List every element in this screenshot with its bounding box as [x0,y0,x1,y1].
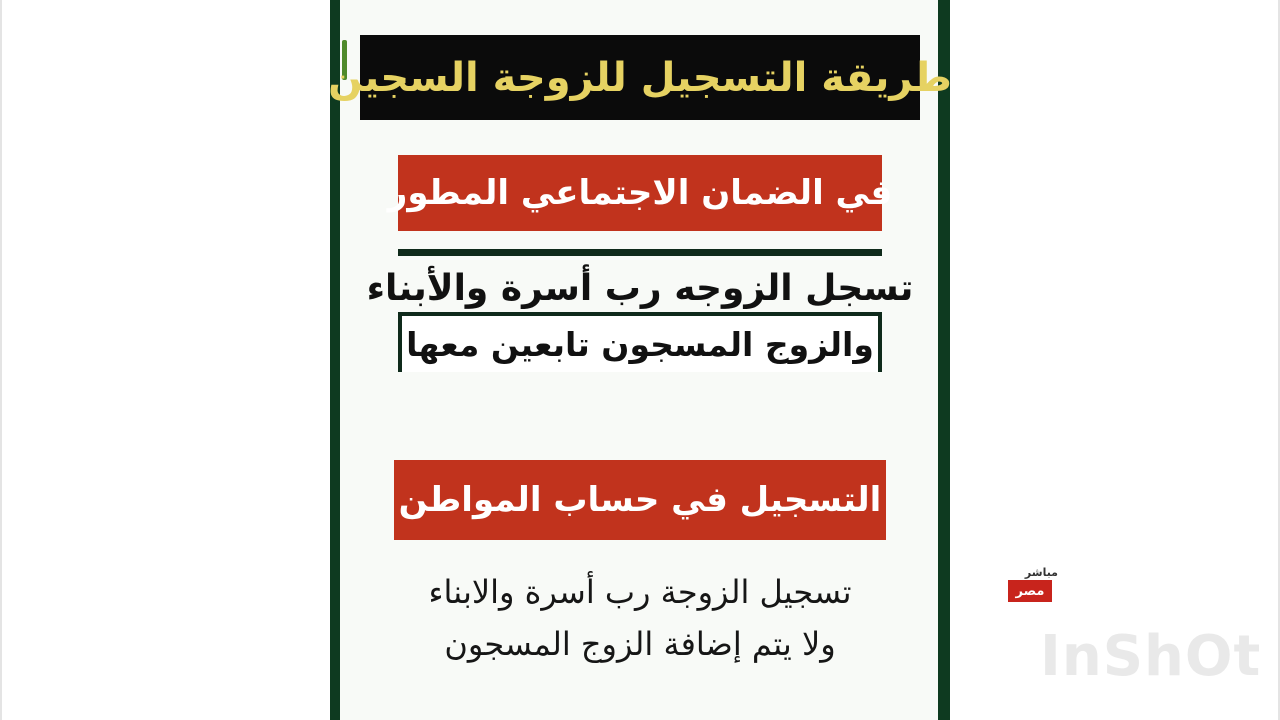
section-1-heading-box [387,155,893,231]
left-edge [0,0,2,720]
inshot-watermark: InShOt [1040,624,1262,689]
section-2-line-2: ولا يتم إضافة الزوج المسجون [444,625,836,663]
section-1-line-2-box [398,312,882,372]
logo-top-text: مباشر [1024,566,1058,579]
title-banner [328,35,952,120]
section-1-line-1: تسجل الزوجه رب أسرة والأبناء [366,267,914,309]
section-1-heading: في الضمان الاجتماعي المطور [387,173,893,213]
section-1-line-2: والزوج المسجون تابعين معها [406,324,874,364]
section-1-line-1-box [366,260,914,316]
page-title: طريقة التسجيل للزوجة السجين [328,54,952,101]
divider-rule [398,249,882,256]
channel-logo [1008,566,1058,606]
section-2-line-1-box [400,566,880,618]
section-2-heading: التسجيل في حساب المواطن [398,480,882,520]
section-2-heading-box [394,460,886,540]
section-2-line-2-box [400,618,880,670]
section-2-line-1: تسجيل الزوجة رب أسرة والابناء [428,573,852,611]
logo-badge: مصر [1008,580,1052,602]
